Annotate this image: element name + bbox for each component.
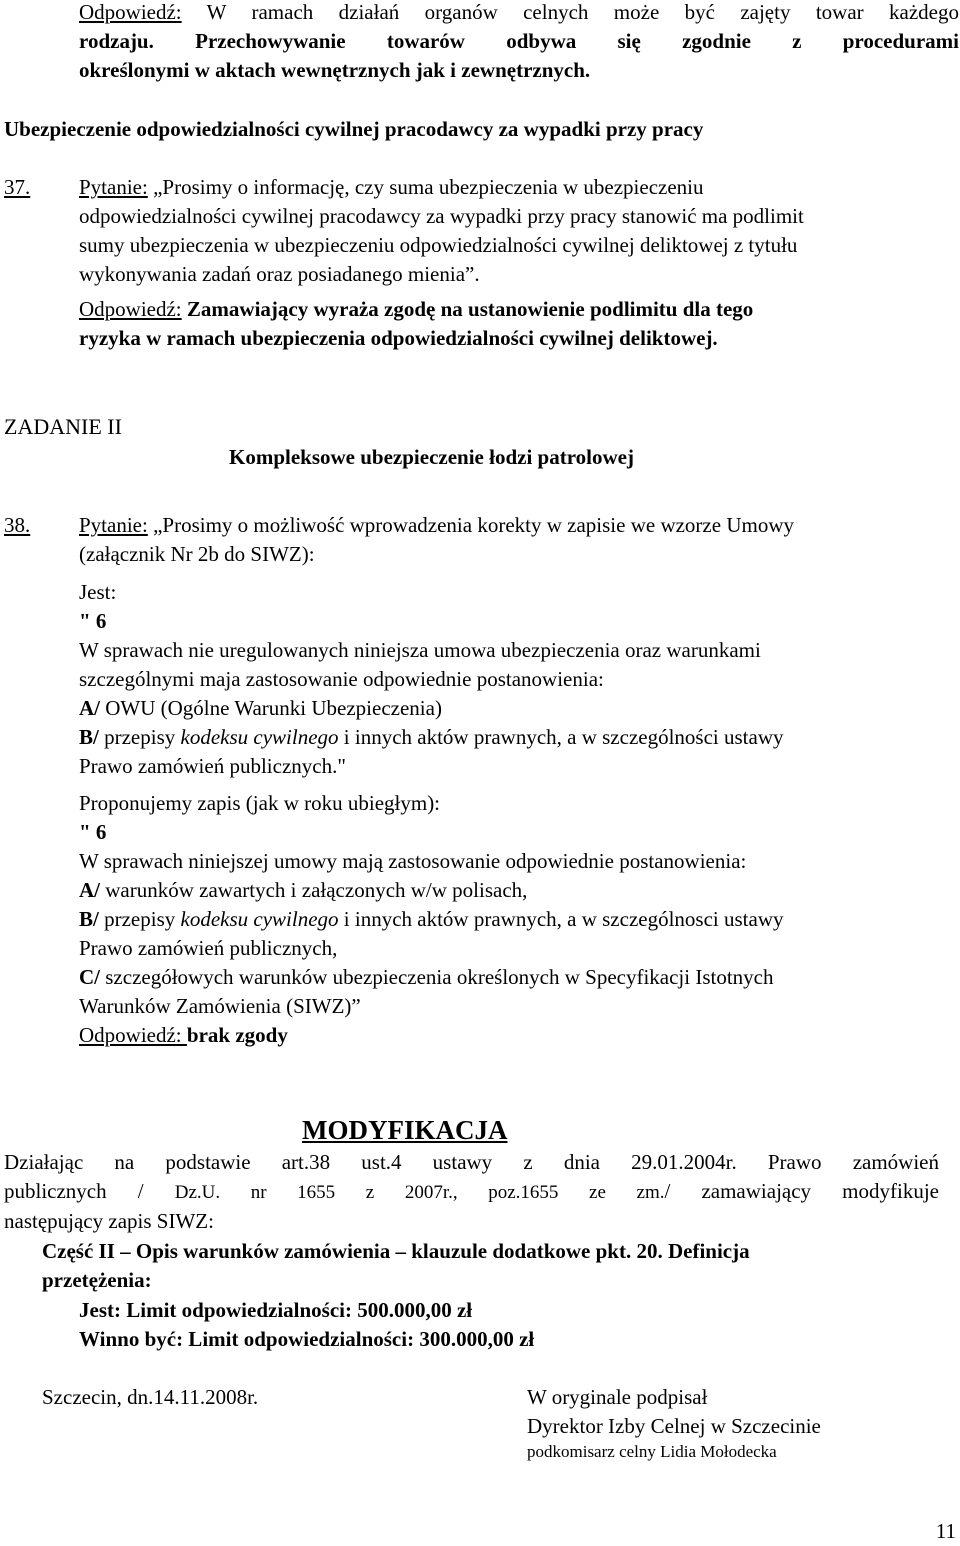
question-37-line-4: wykonywania zadań oraz posiadanego mienia”. bbox=[79, 262, 480, 286]
proposal-item-a: A/ warunków zawartych i załączonych w/w polisach, bbox=[79, 878, 528, 902]
question-38-line-1: Pytanie: „Prosimy o możliwość wprowadzenia korekty w zapisie we wzorze Umowy bbox=[79, 513, 794, 537]
part-line-2: przetężenia: bbox=[42, 1268, 152, 1292]
question-38-number: 38. bbox=[4, 513, 31, 537]
answer-38: Odpowiedź: brak zgody bbox=[79, 1023, 288, 1047]
proposal-item-c: C/ szczegółowych warunków ubezpieczenia określonych w Specyfikacji Istotnych bbox=[79, 965, 774, 989]
legal-reference: Dz.U. nr 1655 z 2007r., poz.1655 ze zm. bbox=[174, 1182, 665, 1203]
modyfikacja-line-1: Działając na podstawie art.38 ust.4 ustawy z dnia 29.01.2004r. Prawo zamówień bbox=[4, 1150, 939, 1174]
question-37-line-1: Pytanie: „Prosimy o informację, czy suma ubezpieczenia w ubezpieczeniu bbox=[79, 175, 704, 199]
jest-label: Jest: bbox=[79, 580, 117, 604]
prev-answer-line-3: określonymi w aktach wewnętrznych jak i zewnętrznych. bbox=[79, 58, 591, 82]
proposal-item-b-line-2: Prawo zamówień publicznych, bbox=[79, 936, 338, 960]
jest-item-b-line-2: Prawo zamówień publicznych." bbox=[79, 754, 346, 778]
proposal-label: Proponujemy zapis (jak w roku ubiegłym): bbox=[79, 791, 441, 815]
answer-label: Odpowiedź: bbox=[79, 297, 182, 321]
question-37-number: 37. bbox=[4, 175, 31, 199]
siwz-part-reference bbox=[42, 1237, 942, 1295]
signature-title: Dyrektor Izby Celnej w Szczecinie bbox=[527, 1414, 821, 1438]
jest-line-1: W sprawach nie uregulowanych niniejsza umowa ubezpieczenia oraz warunkami bbox=[79, 638, 761, 662]
modyfikacja-title: MODYFIKACJA bbox=[302, 1115, 508, 1145]
modyfikacja-body bbox=[4, 1148, 939, 1236]
proposal-item-c-line-2: Warunków Zamówienia (SIWZ)” bbox=[79, 994, 361, 1018]
answer-37-line-1: Odpowiedź: Zamawiający wyraża zgodę na ustanowienie podlimitu dla tego bbox=[79, 297, 754, 321]
question-37-line-3: sumy ubezpieczenia w ubezpieczeniu odpowiedzialności cywilnej deliktowej z tytułu bbox=[79, 233, 798, 257]
limit-winno: Winno być: Limit odpowiedzialności: 300.000,00 zł bbox=[79, 1327, 535, 1351]
paragraph-mark: " 6 bbox=[79, 609, 107, 633]
proposal-line-1: W sprawach niniejszej umowy mają zastosowanie odpowiednie postanowienia: bbox=[79, 849, 747, 873]
zadanie-subtitle: Kompleksowe ubezpieczenie łodzi patrolowej bbox=[229, 445, 634, 469]
question-37-line-2: odpowiedzialności cywilnej pracodawcy za wypadki przy pracy stanowić ma podlimit bbox=[79, 204, 804, 228]
modyfikacja-line-3: następujący zapis SIWZ: bbox=[4, 1209, 214, 1233]
section-heading-oc: Ubezpieczenie odpowiedzialności cywilnej pracodawcy za wypadki przy pracy bbox=[4, 117, 704, 141]
part-line-1: Część II – Opis warunków zamówienia – klauzule dodatkowe pkt. 20. Definicja bbox=[42, 1239, 750, 1263]
answer-37-line-2: ryzyka w ramach ubezpieczenia odpowiedzialności cywilnej deliktowej. bbox=[79, 326, 718, 350]
jest-item-a: A/ OWU (Ogólne Warunki Ubezpieczenia) bbox=[79, 696, 442, 720]
prev-answer bbox=[79, 0, 959, 85]
place-date: Szczecin, dn.14.11.2008r. bbox=[42, 1385, 259, 1409]
paragraph-mark-2: " 6 bbox=[79, 820, 107, 844]
page-number: 11 bbox=[935, 1519, 956, 1543]
question-label: Pytanie: bbox=[79, 175, 148, 199]
jest-line-2: szczególnymi maja zastosowanie odpowiednie postanowienia: bbox=[79, 667, 604, 691]
prev-answer-line-1: Odpowiedź: W ramach działań organów celnych może być zajęty towar każdego bbox=[79, 0, 959, 24]
jest-item-b: B/ przepisy kodeksu cywilnego i innych aktów prawnych, a w szczególności ustawy bbox=[79, 725, 784, 749]
question-label: Pytanie: bbox=[79, 513, 148, 537]
signature-name: podkomisarz celny Lidia Mołodecka bbox=[527, 1442, 777, 1461]
zadanie-title: ZADANIE II bbox=[4, 414, 122, 439]
question-38-line-2: (załącznik Nr 2b do SIWZ): bbox=[79, 542, 315, 566]
signature-original: W oryginale podpisał bbox=[527, 1385, 708, 1409]
answer-label: Odpowiedź: bbox=[79, 1023, 187, 1047]
proposal-item-b: B/ przepisy kodeksu cywilnego i innych aktów prawnych, a w szczególnosci ustawy bbox=[79, 907, 784, 931]
question-37 bbox=[79, 173, 954, 353]
prev-answer-line-2: rodzaju. Przechowywanie towarów odbywa się zgodnie z procedurami bbox=[79, 29, 959, 53]
modyfikacja-line-2: publicznych / Dz.U. nr 1655 z 2007r., poz.1655 ze zm./ zamawiający modyfikuje bbox=[4, 1179, 939, 1203]
answer-label: Odpowiedź: bbox=[79, 0, 182, 24]
question-38 bbox=[79, 511, 954, 1050]
limit-jest: Jest: Limit odpowiedzialności: 500.000,00 zł bbox=[79, 1298, 473, 1322]
